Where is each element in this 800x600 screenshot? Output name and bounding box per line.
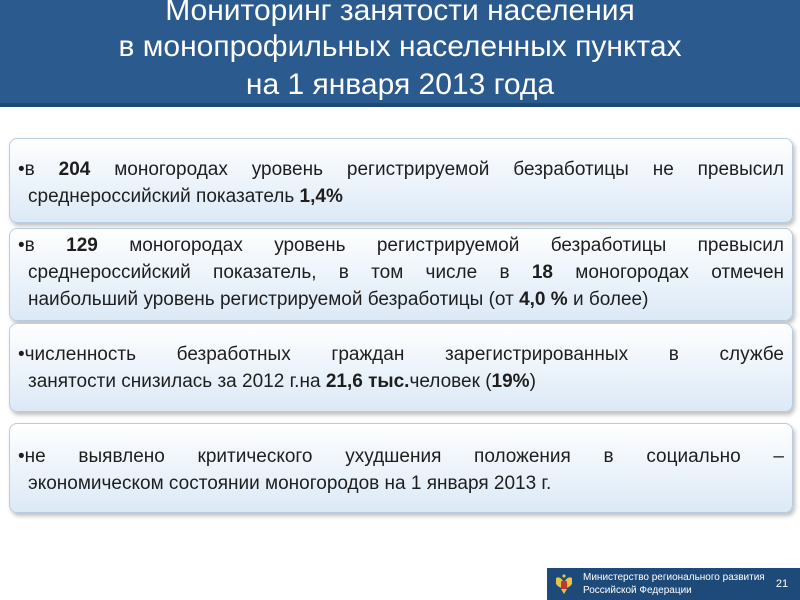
- ministry-footer: [547, 568, 800, 600]
- ministry-line-2: Российской Федерации: [583, 585, 692, 596]
- number-highlight: 1,4%: [299, 186, 343, 207]
- number-highlight: 18: [531, 262, 553, 283]
- bullet-item-3: •численность безработных граждан зарегистрированных в службе занятости снизилась за 2012 г.на 21,6 тыс.человек (19%): [18, 344, 784, 392]
- bullet-item-4: •не выявлено критического ухудшения положения в социально – экономическом состоянии моногородов на 1 января 2013 г.: [18, 446, 784, 494]
- ministry-line-1: Министерство регионального развития: [583, 572, 765, 583]
- number-highlight: 4,0 %: [519, 289, 568, 310]
- info-box-3: [9, 323, 793, 412]
- bullet-item-1: •в 204 моногородах уровень регистрируемой безработицы не превысил среднероссийский показатель 1,4%: [18, 159, 785, 207]
- number-highlight: 21,6 тыс.: [325, 371, 410, 392]
- page-number: 21: [775, 578, 789, 590]
- bullet-icon: •: [18, 344, 25, 365]
- bullet-icon: •: [18, 159, 25, 180]
- bullet-icon: •: [18, 446, 25, 467]
- title-line-3: на 1 января 2013 года: [245, 68, 555, 101]
- bullet-item-2: •в 129 моногородах уровень регистрируемой безработицы превысил среднероссийский показатель, в том числе в 18 моногородах отмечен наибольший уровень регистрируемой безработицы (от 4,0 % и более): [18, 235, 785, 310]
- number-highlight: 19%: [491, 371, 530, 392]
- info-box-4: [9, 423, 793, 513]
- title-banner: [0, 0, 800, 107]
- russian-coat-of-arms-icon: [553, 572, 575, 596]
- number-highlight: 129: [66, 235, 98, 256]
- info-box-1: [9, 138, 793, 223]
- title-line-1: Мониторинг занятости населения: [165, 0, 635, 27]
- info-box-2: [9, 228, 793, 321]
- ministry-name: [583, 571, 765, 597]
- bullet-icon: •: [18, 235, 25, 256]
- title-line-2: в монопрофильных населенных пунктах: [118, 30, 682, 63]
- number-highlight: 204: [58, 159, 91, 180]
